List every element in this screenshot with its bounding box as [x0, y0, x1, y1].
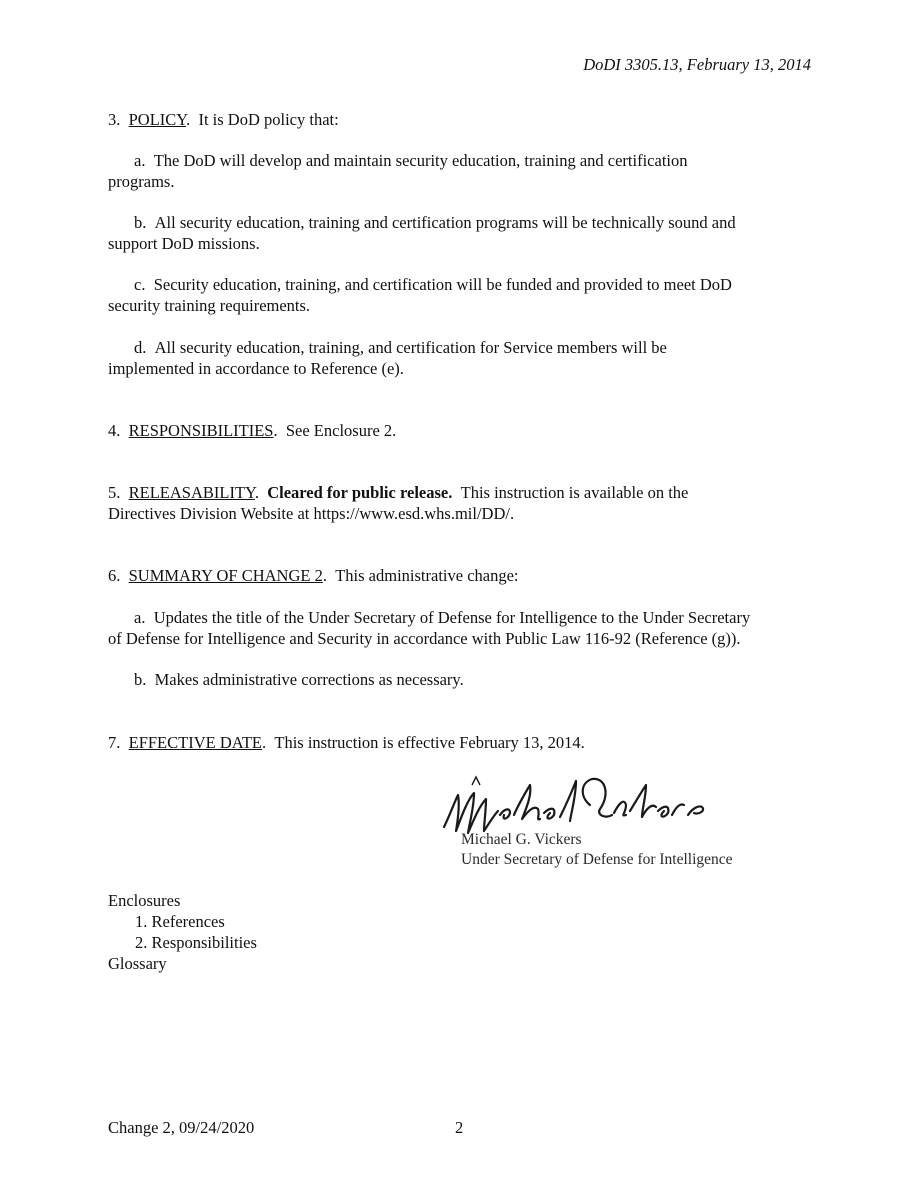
section-intro: It is DoD policy that:	[198, 110, 339, 129]
summary-item-b	[134, 670, 464, 690]
section-title: EFFECTIVE DATE	[128, 733, 262, 752]
policy-section-heading: 3. POLICY. It is DoD policy that:	[108, 110, 339, 129]
summary-item-a-line2: of Defense for Intelligence and Security in accordance with Public Law 116-92 (Reference (g)).	[108, 629, 741, 648]
item-text: Makes administrative corrections as necessary.	[154, 670, 464, 689]
section-number: 7.	[108, 733, 121, 752]
section-text: See Enclosure 2.	[285, 421, 397, 440]
summary-item-a-line1	[134, 608, 750, 628]
section-number: 3.	[108, 110, 121, 129]
release-statement: Cleared for public release.	[267, 483, 453, 502]
policy-item-c-line1	[134, 275, 732, 295]
enclosure-item: 2. Responsibilities	[135, 933, 257, 952]
section-intro: This administrative change:	[335, 566, 519, 585]
policy-item-c-line2: security training requirements.	[108, 296, 311, 315]
item-text: All security education, training and certification programs will be technically sound and	[154, 213, 736, 232]
policy-item-d-line2: implemented in accordance to Reference (e).	[108, 359, 404, 378]
document-reference: DoDI 3305.13, February 13, 2014	[583, 55, 811, 74]
item-letter: a.	[134, 151, 146, 170]
item-letter: b.	[134, 213, 147, 232]
policy-item-d-line1	[134, 338, 667, 358]
item-letter: b.	[134, 670, 147, 689]
item-letter: a.	[134, 608, 146, 627]
policy-item-b-line1	[134, 213, 736, 233]
signatory-name: Michael G. Vickers	[461, 831, 582, 848]
section-title: POLICY	[128, 110, 187, 129]
section-number: 5.	[108, 483, 121, 502]
section-text: This instruction is available on the	[460, 483, 689, 502]
releasability-section-line1: 5. RELEASABILITY. Cleared for public release. This instruction is available on the	[108, 483, 689, 502]
enclosure-item: 1. References	[135, 912, 225, 931]
section-title: RELEASABILITY	[128, 483, 255, 502]
effective-date-section: 7. EFFECTIVE DATE. This instruction is effective February 13, 2014.	[108, 733, 585, 752]
item-text: Security education, training, and certification will be funded and provided to meet DoD	[153, 275, 732, 294]
releasability-section-line2: Directives Division Website at https://www.esd.whs.mil/DD/.	[108, 504, 515, 523]
signatory-title: Under Secretary of Defense for Intelligence	[461, 851, 733, 868]
policy-item-a-line1	[134, 151, 688, 171]
policy-item-b-line2: support DoD missions.	[108, 234, 260, 253]
section-number: 4.	[108, 421, 121, 440]
section-number: 6.	[108, 566, 121, 585]
section-title: RESPONSIBILITIES	[128, 421, 274, 440]
item-text: All security education, training, and certification for Service members will be	[154, 338, 667, 357]
responsibilities-section: 4. RESPONSIBILITIES. See Enclosure 2.	[108, 421, 397, 440]
glossary-label: Glossary	[108, 954, 167, 973]
item-letter: d.	[134, 338, 147, 357]
policy-item-a-line2: programs.	[108, 172, 175, 191]
summary-section-heading: 6. SUMMARY OF CHANGE 2. This administrative change:	[108, 566, 519, 585]
enclosures-heading: Enclosures	[108, 891, 181, 910]
item-text: The DoD will develop and maintain security education, training and certification	[153, 151, 688, 170]
footer-change-note: Change 2, 09/24/2020	[108, 1118, 255, 1137]
item-letter: c.	[134, 275, 146, 294]
section-text: This instruction is effective February 13, 2014.	[274, 733, 585, 752]
page-number: 2	[455, 1118, 464, 1137]
item-text: Updates the title of the Under Secretary of Defense for Intelligence to the Under Secretary	[153, 608, 751, 627]
section-title: SUMMARY OF CHANGE 2	[128, 566, 323, 585]
